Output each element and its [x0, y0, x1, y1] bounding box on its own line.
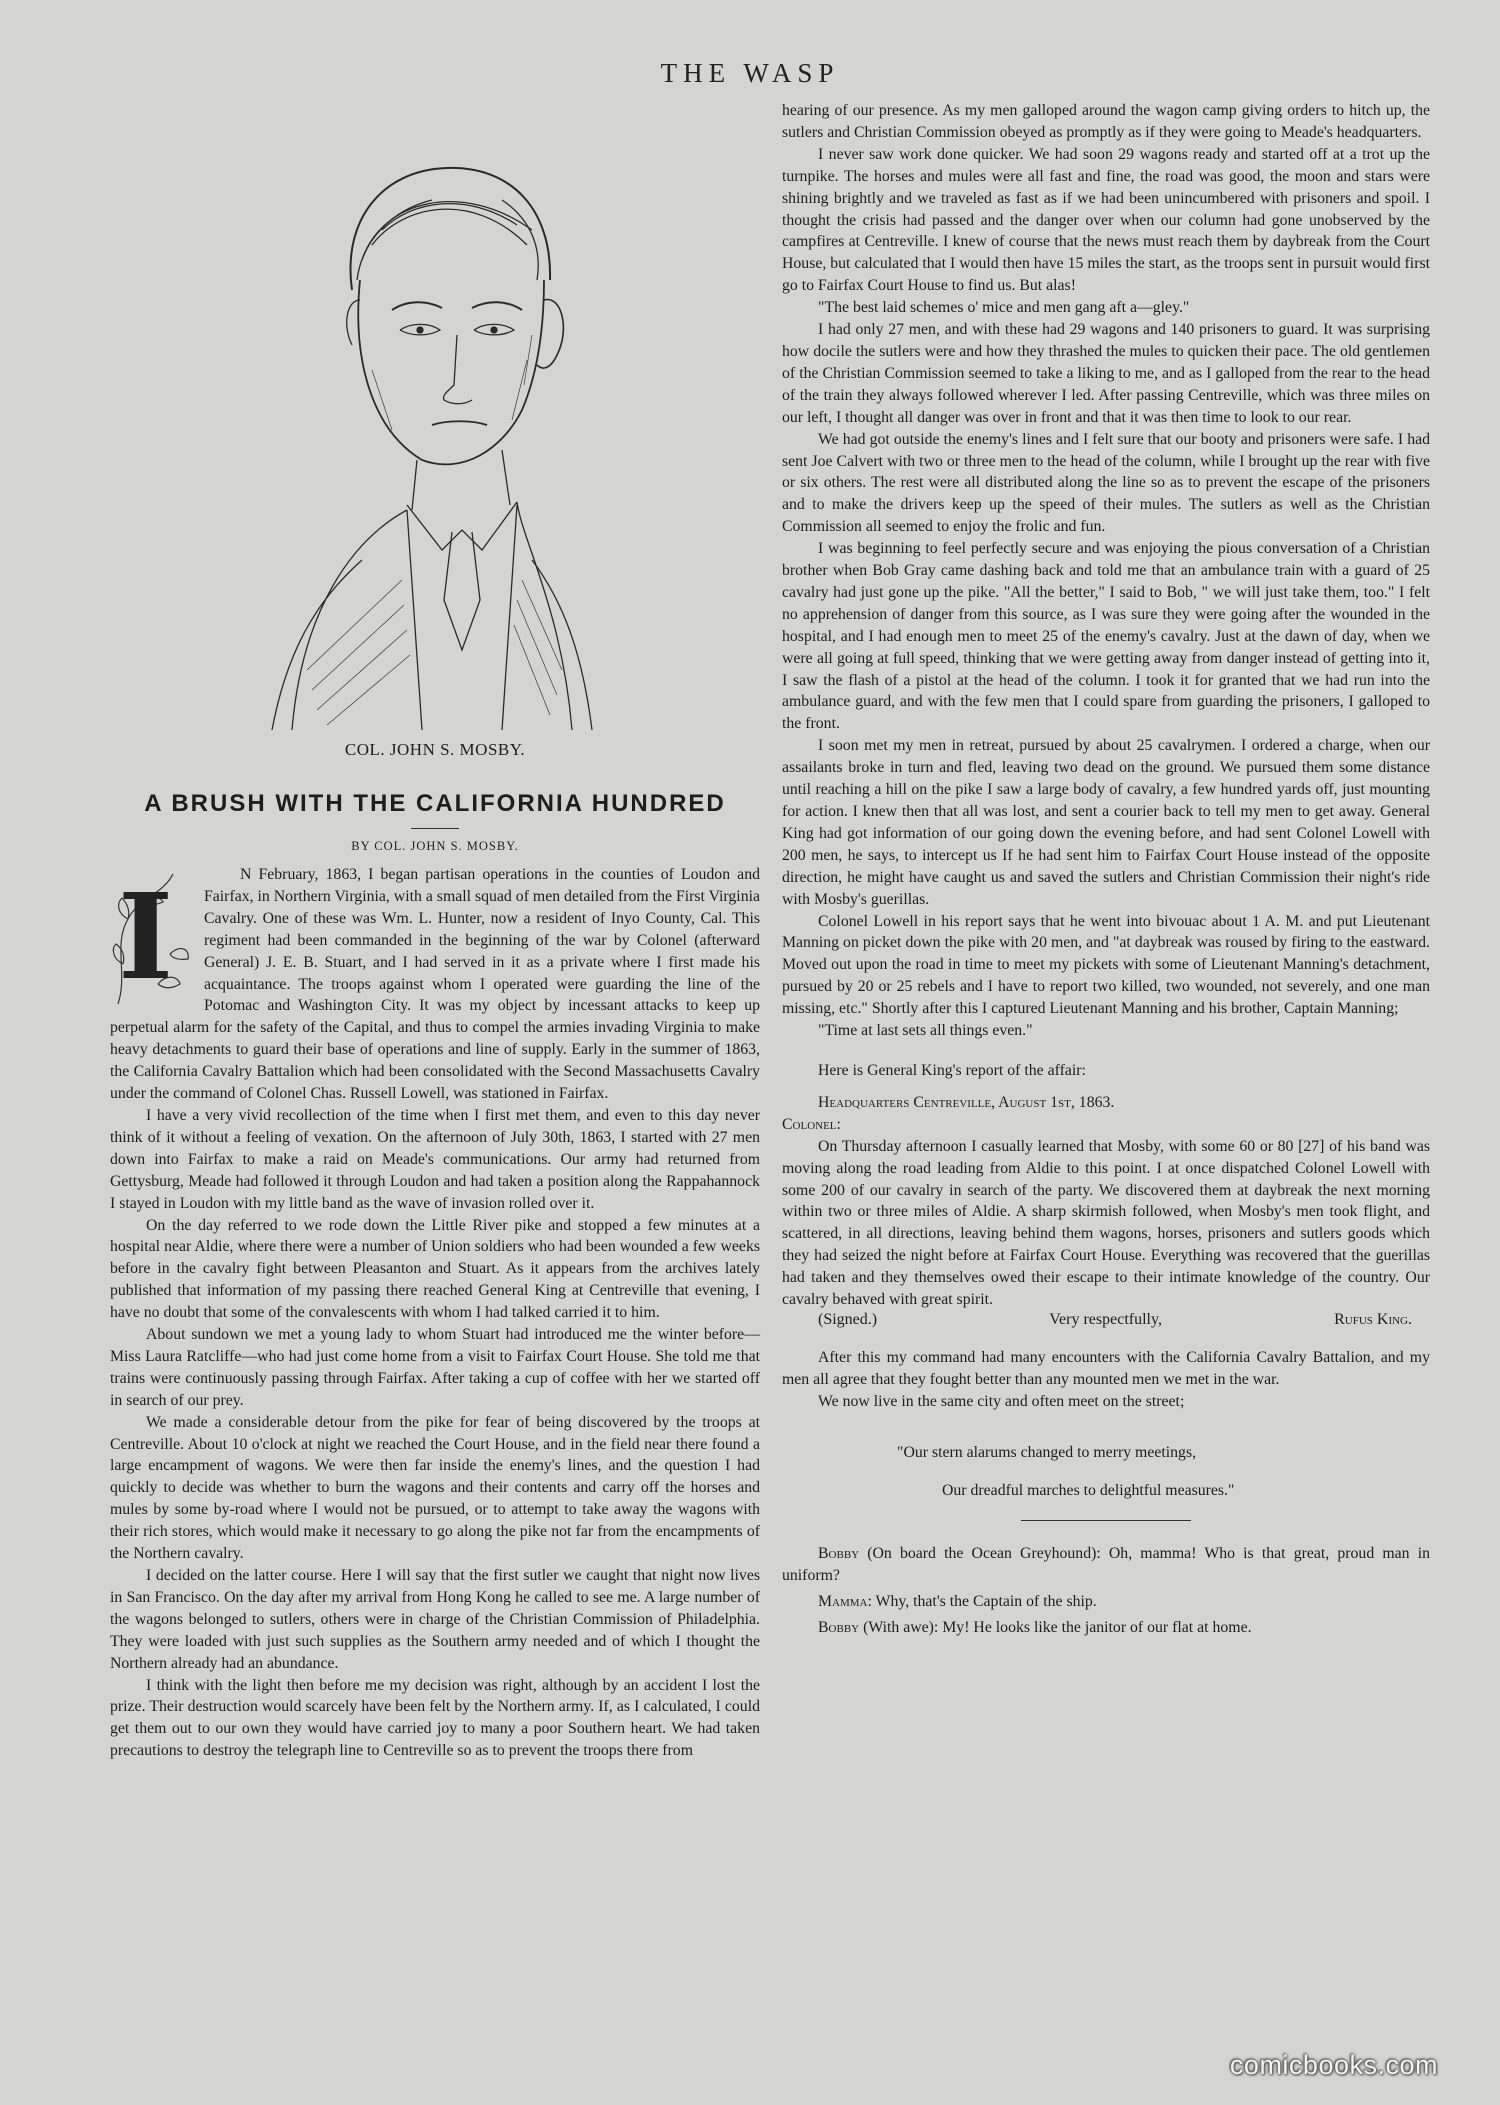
portrait-illustration	[232, 130, 632, 730]
report-body: On Thursday afternoon I casually learned that Mosby, with some 60 or 80 [27] of his band was moving along the road leading from Aldie to this point. I at once dispatched Colonel Lowell with some 200 of our cavalry in search of the party. We discovered them at daybreak the next morning within two or three miles of Aldie. A sharp skirmish followed, when Mosby's men took flight, and scattered, in all directions, leaving behind them wagons, horses, prisoners and sutlers goods which they had seized the night before at Fairfax Court House. Everything was recovered that the guerillas had taken and they themselves owed their escape to their intimate knowledge of the country. Our cavalry behaved with great spirit.	[782, 1137, 1430, 1309]
paragraph: I have a very vivid recollection of the time when I first met them, and even to this day never think of it without a feeling of vexation. On the afternoon of July 30th, 1863, I started with 27 men down into Fairfax to make a raid on Meade's communications. Our army had returned from Gettysburg, Meade had followed it through Loudon and had taken a position along the Rappahannock I stayed in Loudon with my little band as the wave of invasion rolled over it.	[110, 1106, 760, 1212]
poem-line: Our dreadful marches to delightful measures."	[942, 1482, 1235, 1500]
joke-line	[782, 1543, 1430, 1587]
watermark: comicbooks.com	[1229, 2050, 1438, 2080]
paragraph: We had got outside the enemy's lines and I felt sure that our booty and prisoners were safe. I had sent Joe Calvert with two or three men to the head of the column, while I brought up the rear with five or six others. The rest were all distributed along the line so as to prevent the escape of the prisoners and to make the drivers keep up the speed of their mules. The sutlers as well as the Christian Commission all seemed to enjoy the frolic and fun.	[782, 430, 1430, 536]
speaker: Mamma	[818, 1593, 868, 1611]
left-column	[110, 100, 760, 1762]
report-signer: Rufus King.	[1334, 1310, 1412, 1328]
right-column	[782, 100, 1430, 1639]
paragraph: We now live in the same city and often meet on the street;	[818, 1392, 1185, 1410]
drop-cap-letter: I	[118, 867, 174, 1006]
masthead: THE WASP	[660, 58, 840, 88]
quote-line: "The best laid schemes o' mice and men gang aft a—gley."	[818, 299, 1190, 317]
speaker: Bobby	[818, 1618, 860, 1636]
report-closing: Very respectfully,	[1049, 1310, 1162, 1328]
report-salutation: Colonel:	[782, 1115, 841, 1133]
joke-text: (With awe): My! He looks like the janitor of our flat at home.	[863, 1618, 1252, 1636]
article-title: A BRUSH WITH THE CALIFORNIA HUNDRED	[144, 790, 726, 817]
joke-line	[782, 1591, 1430, 1613]
report-header: Headquarters Centreville, August 1st, 1863.	[818, 1093, 1115, 1111]
quote-line: "Time at last sets all things even."	[818, 1022, 1033, 1040]
paragraph: I never saw work done quicker. We had soon 29 wagons ready and started off at a trot up the turnpike. The horses and mules were all fast and fine, the road was good, the moon and stars were shining brightly and we traveled as fast as if we had been unincumbered with prisoners and spoil. I thought the crisis had passed and the danger over when our column had gone unobserved by the campfires at Centreville. I knew of course that the news must reach them by daybreak from the Court House, but calculated that I would then have 15 miles the start, as the troops sent in pursuit would first go to Fairfax Court House to find us. But alas!	[782, 145, 1430, 295]
speaker: Bobby	[818, 1545, 860, 1563]
paragraph: I decided on the latter course. Here I will say that the first sutler we caught that night now lives in San Francisco. On the day after my arrival from Hong Kong he called to see me. A large number of the wagons belonged to sutlers, others were in charge of the Christian Commission of Philadelphia. They were loaded with just such supplies as the Southern army needed and of which I thought the Northern already had an abundance.	[110, 1567, 760, 1672]
paragraph: I soon met my men in retreat, pursued by about 25 cavalrymen. I ordered a charge, when our assailants broke in turn and fled, leaving two dead on the ground. We pursued them some distance until reaching a hill on the pike I saw a large body of cavalry, a few hundred yards off, just mounting for action. I knew then that all was lost, and sent a courier back to tell my men to get away. General King had got information of our going down the evening before, and had sent Colonel Lowell with 200 men, he says, to intercept us If he had sent him to Fairfax Court House instead of the opposite direction, he might have caught us and saved the sutlers and Christian Commission their night's ride with Mosby's guerillas.	[782, 737, 1430, 908]
paragraph: hearing of our presence. As my men galloped around the wagon camp giving orders to hitch up, the sutlers and Christian Commission obeyed as promptly as if they were going to Meade's headquarters.	[782, 102, 1430, 141]
drop-cap	[108, 864, 192, 1014]
paragraph: N February, 1863, I began partisan operations in the counties of Loudon and Fairfax, in Northern Virginia, with a small squad of men detailed from the First Virginia Cavalry. One of these was Wm. L. Hunter, now a resident of Inyo County, Cal. This regiment had been commanded in the beginning of the war by Colonel (afterward General) J. E. B. Stuart, and I had served in it as a private where I first made his acquaintance. The troops against whom I operated were guarding the line of the Potomac and Washington City. It was my object by incessant attacks to keep up perpetual alarm for the safety of the Capital, and thus to compel the armies invading Virginia to make heavy detachments to guard their base of operations and line of supply. Early in the summer of 1863, the California Cavalry Battalion which had been consolidated with the Second Massachusetts Cavalry under the command of Colonel Chas. Russell Lowell, was stationed in Fairfax.	[110, 866, 760, 1103]
portrait-caption: COL. JOHN S. MOSBY.	[344, 740, 526, 759]
poem-line: "Our stern alarums changed to merry meetings,	[897, 1444, 1197, 1462]
section-divider	[1021, 1520, 1191, 1521]
paragraph: About sundown we met a young lady to whom Stuart had introduced me the winter before—Miss Laura Ratcliffe—who had just come home from a visit to Fairfax Court House. She told me that trains were continuously passing through Fairfax. After taking a cup of coffee with her we started off in search of our prey.	[110, 1326, 760, 1409]
paragraph: I think with the light then before me my decision was right, although by an accident I lost the prize. Their destruction would scarcely have been felt by the Northern army. If, as I calculated, I could get them out to our own they would have carried joy to many a poor Southern heart. We had taken precautions to destroy the telegraph line to Centreville so as to prevent the troops there from	[110, 1676, 760, 1760]
report-signed: (Signed.)	[818, 1310, 878, 1328]
joke-text: : Why, that's the Captain of the ship.	[867, 1593, 1097, 1611]
paragraph: On the day referred to we rode down the Little River pike and stopped a few minutes at a hospital near Aldie, where there were a number of Union soldiers who had been wounded a few weeks before in the cavalry fight between Pleasanton and Stuart. As it appears from the archives lately published that information of my passing there reached General King at Centreville that evening, I have no doubt that some of the convalescents with whom I had talked carried it to him.	[110, 1216, 760, 1322]
portrait-engraving-icon	[232, 130, 632, 730]
paragraph: I had only 27 men, and with these had 29 wagons and 140 prisoners to guard. It was surprising how docile the sutlers were and how they thrashed the mules to quicken their pace. The old gentlemen of the Christian Commission seemed to take a liking to me, and as I galloped from the rear to the head of the train they always followed wherever I led. After passing Centreville, which was three miles on our left, I thought all danger was over in front and that it was then time to look to our rear.	[782, 321, 1430, 426]
paragraph: I was beginning to feel perfectly secure and was enjoying the pious conversation of a Christian brother when Bob Gray came dashing back and told me that an ambulance train with a guard of 25 cavalry had just gone up the pike. "All the better," I said to Bob, " we will just take them, too." I felt no apprehension of danger from this source, as I was sure they were going after the wounded in the hospital, and I had enough men to meet 25 of the enemy's cavalry. Just at the dawn of day, when we were all going at full speed, thinking that we were getting away from danger instead of getting into it, I saw the flash of a pistol at the head of the column. I took it for granted that we had run into the ambulance guard, and with the few men that I could spare from guarding the prisoners, I galloped to the front.	[782, 540, 1430, 733]
paragraph: Colonel Lowell in his report says that he went into bivouac about 1 A. M. and put Lieutenant Manning on picket down the pike with 20 men, and "at daybreak was roused by firing to the eastward. Moved out upon the road in time to meet my pickets with some of Lieutenant Manning's detachment, pursued by 20 or 25 rebels and I have to report two killed, two wounded, not severely, and one man missing, etc." Shortly after this I captured Lieutenant Manning and his brother, Captain Manning;	[782, 912, 1430, 1018]
report-signature-row	[782, 1311, 1430, 1329]
paragraph: After this my command had many encounters with the California Cavalry Battalion, and my men all agree that they fought better than any mounted men we met in the war.	[782, 1348, 1430, 1388]
joke-text: (On board the Ocean Greyhound): Oh, mamma! Who is that great, proud man in uniform?	[782, 1545, 1431, 1585]
title-rule	[411, 828, 459, 829]
byline: BY COL. JOHN S. MOSBY.	[351, 839, 519, 853]
paragraph: We made a considerable detour from the pike for fear of being discovered by the troops at Centreville. About 10 o'clock at night we reached the Court House, and in the field near there found a large encampment of wagons. We were then far inside the enemy's lines, and the question I had quickly to decide was whether to burn the wagons and their contents and carry off the horses and mules by some by-road where I would not be pursued, or to attempt to take away the wagons with their rich stores, which would make it necessary to go along the pike not far from the encampments of the Northern cavalry.	[110, 1413, 760, 1563]
article-body-left	[110, 864, 760, 1762]
joke-line	[782, 1617, 1430, 1639]
report-intro: Here is General King's report of the affair:	[818, 1061, 1086, 1079]
